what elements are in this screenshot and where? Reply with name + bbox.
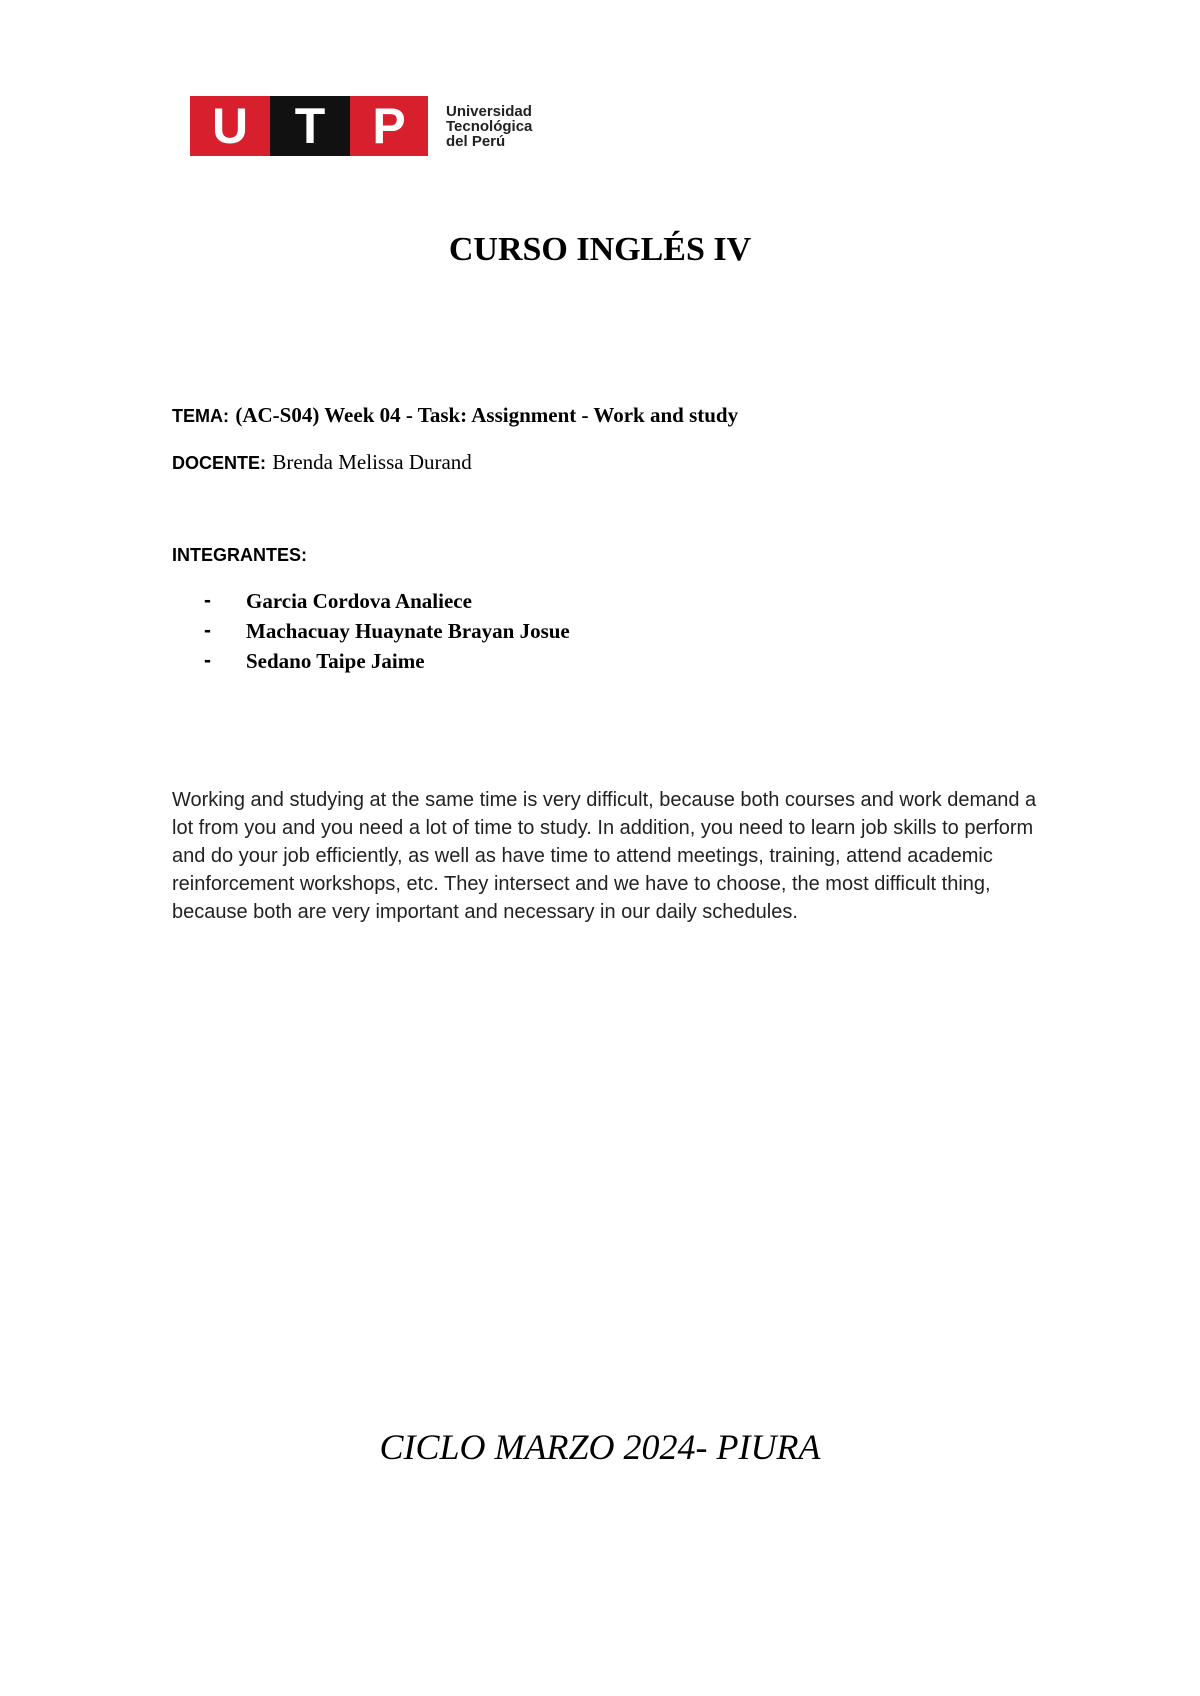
bullet-dash: - [204, 649, 211, 672]
list-item [204, 646, 570, 676]
docente-label: DOCENTE: [172, 453, 266, 473]
list-item [204, 586, 570, 616]
cycle-footer: CICLO MARZO 2024- PIURA [379, 1427, 821, 1467]
list-item [204, 616, 570, 646]
logo-text-line: Universidad [446, 102, 532, 120]
member-name: Sedano Taipe Jaime [246, 648, 425, 673]
utp-logo [190, 96, 532, 156]
tema-value: (AC-S04) Week 04 - Task: Assignment - Work and study [235, 403, 739, 427]
members-list [204, 586, 570, 676]
logo-letter-u: U [190, 96, 270, 156]
logo-letter-t: T [270, 96, 350, 156]
member-name: Machacuay Huaynate Brayan Josue [246, 618, 570, 643]
member-name: Garcia Cordova Analiece [246, 588, 472, 613]
tema-line [172, 401, 738, 430]
bullet-dash: - [204, 619, 211, 642]
docente-value: Brenda Melissa Durand [272, 450, 472, 474]
logo-letter-p: P [350, 96, 428, 156]
bullet-dash: - [204, 589, 211, 612]
tema-label: TEMA: [172, 406, 229, 426]
logo-text-line: Tecnológica [446, 117, 533, 135]
logo-text [446, 96, 532, 156]
integrantes-label: INTEGRANTES: [172, 545, 307, 565]
course-title: CURSO INGLÉS IV [448, 231, 752, 268]
docente-line [172, 448, 472, 477]
body-paragraph: Working and studying at the same time is very difficult, because both courses and work demand a lot from you and you need a lot of time to study. In addition, you need to learn job skills to perform and do your job efficiently, as well as have time to attend meetings, training, attend academic reinforcement workshops, etc. They intersect and we have to choose, the most difficult thing, because both are very important and necessary in our daily schedules. [172, 789, 1037, 923]
logo-text-line: del Perú [446, 132, 506, 150]
integrantes-line [172, 540, 307, 569]
